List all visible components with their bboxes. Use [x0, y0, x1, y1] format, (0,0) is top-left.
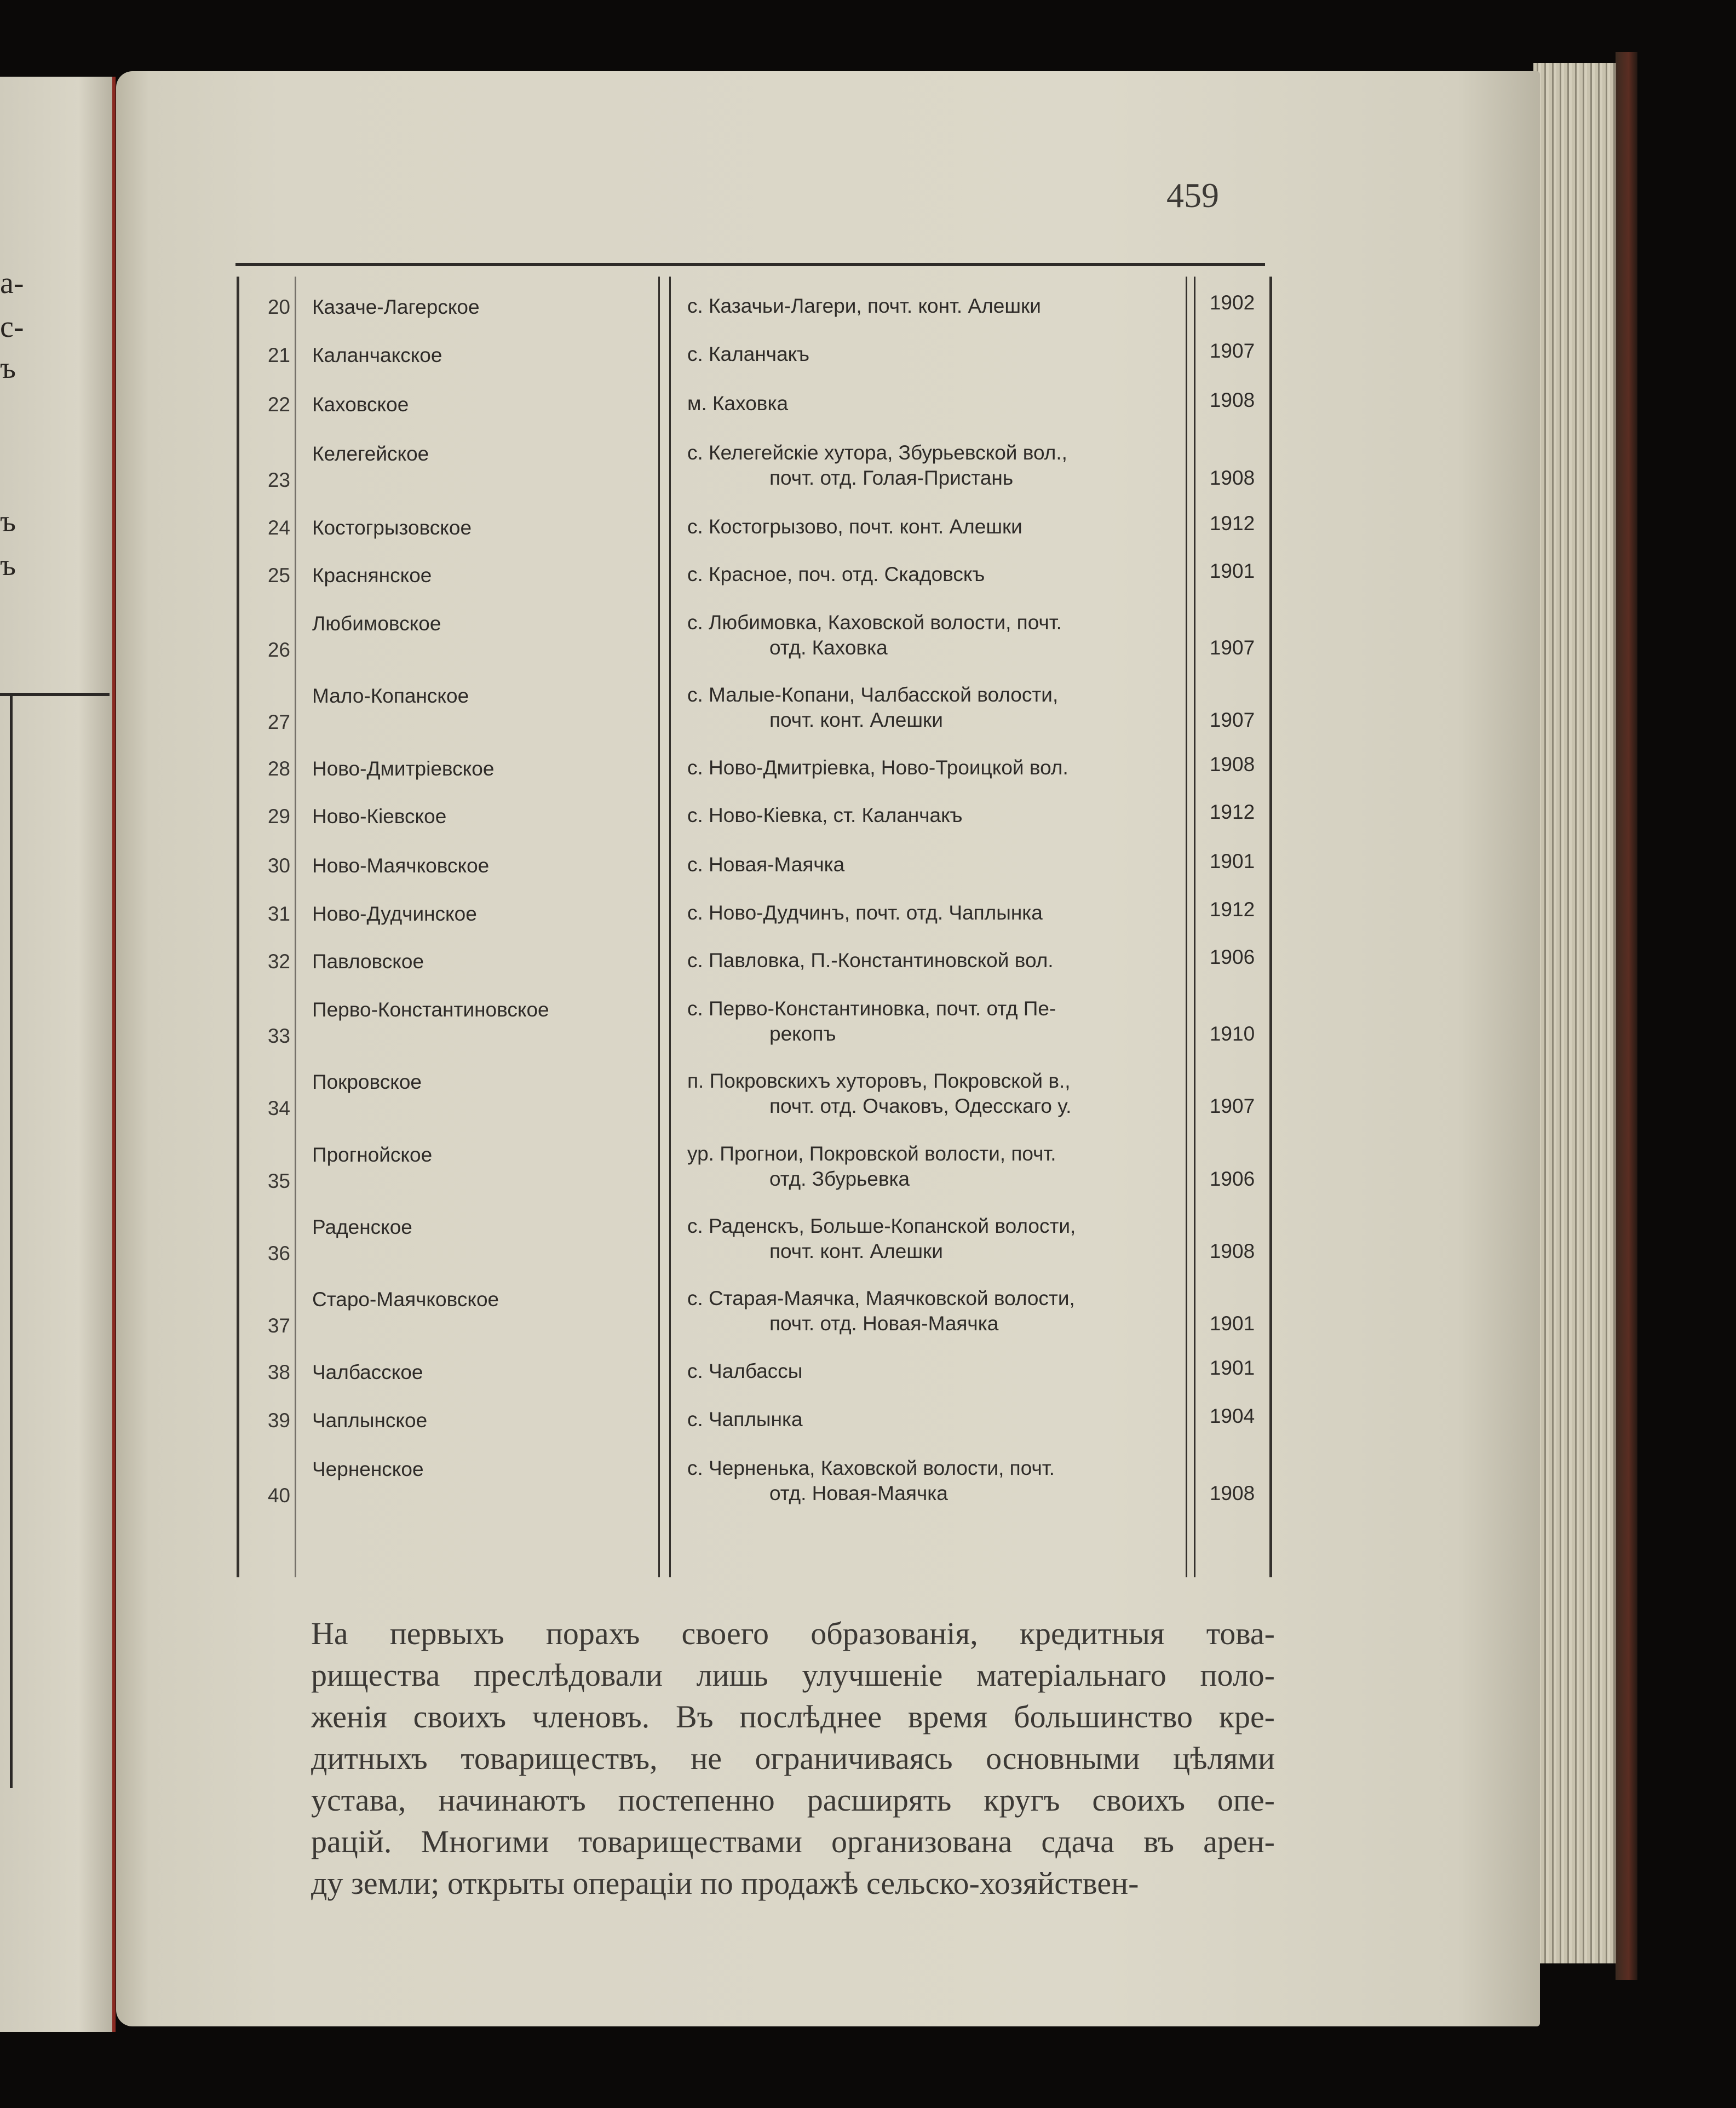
- body-line: дитныхъ товариществъ, не ограничиваясь основными цѣлями: [311, 1741, 1275, 1776]
- founding-year: 1908: [1209, 753, 1255, 776]
- location-line-2: рекопъ: [769, 1023, 836, 1045]
- location-line-2: отд. Каховка: [769, 636, 888, 659]
- body-line: рищества преслѣдовали лишь улучшеніе матеріальнаго поло-: [311, 1657, 1275, 1693]
- location-line: м. Каховка: [687, 392, 789, 415]
- location-line: п. Покровскихъ хуторовъ, Покровской в.,: [687, 1070, 1071, 1092]
- founding-year: 1906: [1209, 946, 1255, 968]
- location-line: с. Новая-Маячка: [687, 853, 845, 876]
- location-line: с. Павловка, П.-Константиновской вол.: [687, 949, 1054, 972]
- cooperative-name: Ново-Дмитріевское: [312, 757, 495, 780]
- row-number: 22: [267, 393, 290, 416]
- location: [687, 682, 1164, 733]
- row-number: 38: [267, 1361, 290, 1383]
- founding-year: 1907: [1209, 636, 1255, 659]
- location-line: с. Ново-Дудчинъ, почт. отд. Чаплынка: [687, 901, 1043, 924]
- cooperative-name: Павловское: [312, 950, 424, 973]
- founding-year: 1901: [1209, 850, 1255, 872]
- page-number: 459: [1166, 176, 1219, 215]
- location: [687, 342, 1164, 367]
- location: [687, 1359, 1164, 1384]
- cooperative-name: Черненское: [312, 1458, 424, 1480]
- row-number: 24: [267, 516, 290, 539]
- cooperative-name: Краснянское: [312, 564, 432, 587]
- founding-year: 1904: [1209, 1405, 1255, 1427]
- location: [687, 900, 1164, 926]
- row-number: 40: [267, 1484, 290, 1507]
- location: [687, 562, 1164, 587]
- location-line: с. Келегейскіе хутора, Збурьевской вол.,: [687, 441, 1067, 464]
- location-line-2: почт. отд. Голая-Пристань: [769, 467, 1014, 489]
- cooperative-name: Каланчакское: [312, 344, 442, 366]
- founding-year: 1901: [1209, 560, 1255, 582]
- row-number: 25: [267, 564, 290, 587]
- cooperative-name: Покровское: [312, 1071, 422, 1093]
- location-line-2: отд. Новая-Маячка: [769, 1482, 948, 1504]
- cooperative-name: Ново-Маячковское: [312, 854, 490, 877]
- location-line: с. Красное, поч. отд. Скадовскъ: [687, 563, 985, 585]
- left-fragment: ъ: [0, 504, 16, 538]
- cooperative-name: Костогрызовское: [312, 516, 472, 539]
- location: [687, 852, 1164, 877]
- founding-year: 1912: [1209, 898, 1255, 921]
- cooperative-name: Ново-Дудчинское: [312, 903, 477, 925]
- location: [687, 440, 1164, 491]
- founding-year: 1902: [1209, 291, 1255, 314]
- founding-year: 1907: [1209, 709, 1255, 731]
- row-number: 32: [267, 950, 290, 973]
- location-line-2: отд. Збурьевка: [769, 1168, 910, 1190]
- loc-column-rule-2: [1194, 277, 1195, 1577]
- body-line: рацій. Многими товариществами организована сдача въ арен-: [311, 1824, 1275, 1859]
- location-line: ур. Прогнои, Покровской волости, почт.: [687, 1142, 1056, 1165]
- table-right-border: [1269, 277, 1272, 1577]
- num-column-rule: [295, 277, 296, 1577]
- cooperative-name: Казаче-Лагерское: [312, 296, 480, 318]
- location-line: с. Раденскъ, Больше-Копанской волости,: [687, 1215, 1076, 1237]
- location-line: с. Костогрызово, почт. конт. Алешки: [687, 515, 1022, 538]
- location-line: с. Малые-Копани, Чалбасской волости,: [687, 683, 1059, 706]
- location: [687, 391, 1164, 416]
- cooperative-name: Чаплынское: [312, 1409, 428, 1432]
- row-number: 20: [267, 296, 290, 318]
- location: [687, 294, 1164, 319]
- row-number: 31: [267, 903, 290, 925]
- location-line: с. Казачьи-Лагери, почт. конт. Алешки: [687, 295, 1041, 317]
- row-number: 29: [267, 805, 290, 828]
- row-number: 37: [267, 1314, 290, 1337]
- row-number: 30: [267, 854, 290, 877]
- cooperative-name: Каховское: [312, 393, 409, 416]
- founding-year: 1907: [1209, 340, 1255, 362]
- founding-year: 1912: [1209, 801, 1255, 823]
- cooperative-name: Ново-Кіевское: [312, 805, 447, 828]
- row-number: 23: [267, 469, 290, 491]
- founding-year: 1906: [1209, 1168, 1255, 1190]
- location-line-2: почт. конт. Алешки: [769, 709, 943, 731]
- cooperative-name: Старо-Маячковское: [312, 1288, 499, 1311]
- location: [687, 1214, 1164, 1264]
- body-line: На первыхъ порахъ своего образованія, кредитныя това-: [311, 1616, 1275, 1651]
- founding-year: 1901: [1209, 1312, 1255, 1335]
- location: [687, 996, 1164, 1047]
- location-line: с. Черненька, Каховской волости, почт.: [687, 1457, 1055, 1479]
- cooperative-name: Перво-Константиновское: [312, 998, 549, 1021]
- location: [687, 1069, 1164, 1119]
- cooperative-name: Мало-Копанское: [312, 685, 469, 707]
- loc-column-rule: [1186, 277, 1187, 1577]
- location: [687, 514, 1164, 539]
- body-line: женія своихъ членовъ. Въ послѣднее время большинство кре-: [311, 1699, 1275, 1734]
- row-number: 36: [267, 1242, 290, 1265]
- left-fragment: с-: [0, 310, 24, 344]
- location: [687, 610, 1164, 660]
- location-line: с. Ново-Дмитріевка, Ново-Троицкой вол.: [687, 756, 1068, 779]
- table-left-border: [237, 277, 239, 1577]
- cooperative-name: Келегейское: [312, 443, 429, 465]
- location-line: с. Любимовка, Каховской волости, почт.: [687, 611, 1062, 634]
- founding-year: 1901: [1209, 1357, 1255, 1379]
- location-line-2: почт. конт. Алешки: [769, 1240, 943, 1262]
- location-line: с. Старая-Маячка, Маячковской волости,: [687, 1287, 1075, 1309]
- row-number: 28: [267, 757, 290, 780]
- location-line: с. Чаплынка: [687, 1408, 803, 1431]
- location-line-2: почт. отд. Новая-Маячка: [769, 1312, 999, 1335]
- location: [687, 948, 1164, 973]
- body-line: ду земли; открыты операціи по продажѣ сельско-хозяйствен-: [311, 1865, 1139, 1901]
- row-number: 27: [267, 711, 290, 733]
- location: [687, 1407, 1164, 1432]
- location: [687, 1456, 1164, 1506]
- location: [687, 1286, 1164, 1336]
- location-line: с. Перво-Константиновка, почт. отд Пе-: [687, 997, 1056, 1020]
- body-line: устава, начинаютъ постепенно расширять кругъ своихъ опе-: [311, 1782, 1275, 1818]
- location: [687, 1141, 1164, 1192]
- row-number: 35: [267, 1170, 290, 1192]
- founding-year: 1908: [1209, 467, 1255, 489]
- cooperative-name: Любимовское: [312, 612, 441, 635]
- left-fragment: ъ: [0, 548, 16, 582]
- row-number: 34: [267, 1097, 290, 1119]
- body-paragraph: [311, 1613, 1275, 1904]
- location-line: с. Чалбассы: [687, 1360, 803, 1382]
- location-line-2: почт. отд. Очаковъ, Одесскаго у.: [769, 1095, 1072, 1117]
- founding-year: 1908: [1209, 1240, 1255, 1262]
- founding-year: 1908: [1209, 1482, 1255, 1504]
- cooperative-name: Чалбасское: [312, 1361, 423, 1383]
- location-line: с. Ново-Кіевка, ст. Каланчакъ: [687, 804, 963, 826]
- left-fragment: а-: [0, 266, 24, 300]
- founding-year: 1907: [1209, 1095, 1255, 1117]
- founding-year: 1912: [1209, 512, 1255, 535]
- founding-year: 1908: [1209, 389, 1255, 411]
- cooperative-name: Раденское: [312, 1216, 412, 1238]
- row-number: 26: [267, 639, 290, 661]
- founding-year: 1910: [1209, 1023, 1255, 1045]
- left-fragment: ъ: [0, 351, 16, 385]
- row-number: 33: [267, 1025, 290, 1047]
- row-number: 21: [267, 344, 290, 366]
- location: [687, 755, 1164, 780]
- cooperative-name: Прогнойское: [312, 1144, 433, 1166]
- row-number: 39: [267, 1409, 290, 1432]
- location-line: с. Каланчакъ: [687, 343, 809, 365]
- location: [687, 803, 1164, 828]
